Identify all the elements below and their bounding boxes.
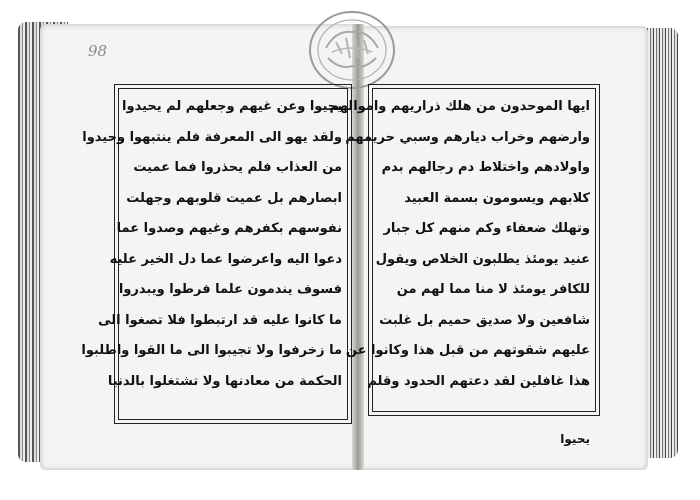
text-line: ولقد يهو الى المعرفة فلم ينتبهوا وحيدوا bbox=[82, 129, 342, 145]
text-line: فسوف يندمون علما فرطوا ويبدروا bbox=[118, 282, 342, 297]
text-line: ما كانوا عليه قد ارتبطوا فلا تصغوا الى bbox=[98, 312, 342, 328]
text-line: هذا غافلين لقد دعتهم الحدود وقلم bbox=[367, 373, 590, 389]
text-line: عنيد يومئذ يطلبون الخلاص ويقول bbox=[375, 251, 590, 267]
text-line: شافعين ولا صديق حميم بل غلبت bbox=[379, 312, 590, 328]
text-line: واولادهم واختلاط دم رجالهم بدم bbox=[381, 160, 590, 175]
text-line: وتهلك ضعفاء وكم منهم كل جبار bbox=[383, 221, 590, 236]
text-line: وارضهم وخراب ديارهم وسبي حريمهم bbox=[345, 129, 590, 145]
seal-icon bbox=[306, 8, 398, 92]
text-line: من العذاب فلم يحذروا فما عميت bbox=[133, 160, 342, 175]
right-page-text bbox=[329, 92, 590, 397]
text-line: يحيوا وعن غيهم وجعلهم لم يحيدوا bbox=[122, 99, 342, 114]
left-page-text bbox=[81, 92, 342, 397]
text-line: ايها الموحدون من هلك ذراريهم واموالهم bbox=[329, 99, 590, 114]
text-line: ابصارهم بل عميت قلوبهم وجهلت bbox=[126, 190, 342, 206]
text-line: كلابهم ويسومون بسمة العبيد bbox=[404, 190, 590, 206]
text-line: دعوا اليه واعرضوا عما دل الخير عليه bbox=[109, 251, 342, 267]
text-line: عليهم شقوتهم من قبل هذا وكانوا عن bbox=[345, 343, 590, 358]
text-line: نفوسهم بكفرهم وغيهم وصدوا عما bbox=[116, 221, 342, 236]
library-seal-stamp bbox=[306, 8, 398, 92]
text-line: للكافر يومئذ لا منا مما لهم من bbox=[396, 282, 590, 297]
text-line: الحكمة من معادنها ولا تشتغلوا بالدنيا bbox=[107, 373, 342, 389]
folio-number: 98 bbox=[88, 42, 108, 60]
catchword: يحيوا bbox=[560, 432, 590, 446]
text-line: ما زخرفوا ولا تجيبوا الى ما القوا واطلبوا bbox=[81, 343, 342, 358]
